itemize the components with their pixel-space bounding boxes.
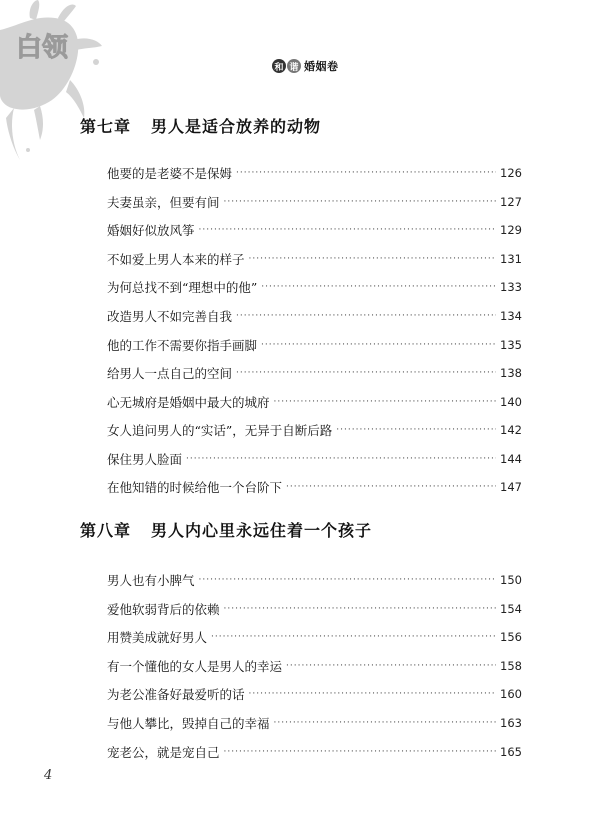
dot-leader [249, 689, 497, 699]
toc-entry[interactable] [107, 444, 522, 473]
entry-page: 165 [500, 744, 522, 759]
dot-leader [224, 197, 497, 207]
toc-entry[interactable] [107, 159, 522, 188]
chapter-label: 第七章 [80, 117, 132, 136]
entry-title: 给男人一点自己的空间 [107, 366, 233, 382]
page-number: 4 [44, 768, 53, 783]
dot-leader [211, 632, 496, 642]
chapter-heading [80, 518, 372, 541]
entry-page: 134 [500, 309, 522, 323]
toc-entry[interactable] [107, 387, 522, 416]
toc-entry[interactable] [107, 245, 522, 274]
toc-entry[interactable] [107, 273, 522, 302]
entry-page: 142 [500, 423, 522, 438]
entry-page: 138 [500, 366, 522, 381]
dot-leader [236, 168, 496, 178]
entry-title: 为老公准备好最爱听的话 [107, 687, 245, 703]
entry-page: 160 [500, 687, 522, 702]
dot-leader [236, 311, 496, 321]
chapter-title: 男人是适合放养的动物 [151, 117, 322, 136]
chapter-title: 男人内心里永远住着一个孩子 [151, 521, 373, 540]
entry-page: 135 [500, 337, 522, 352]
toc-entry[interactable] [107, 359, 522, 388]
dot-leader [261, 340, 496, 350]
dot-leader [286, 661, 496, 671]
entry-page: 133 [500, 280, 522, 295]
toc-entry[interactable] [107, 737, 522, 766]
entry-page: 154 [500, 601, 522, 616]
logo-text: 白领 [15, 33, 69, 63]
entry-page: 158 [500, 658, 522, 673]
entry-title: 婚姻好似放风筝 [107, 223, 195, 239]
toc-entry[interactable] [107, 302, 522, 331]
entry-title: 男人也有小脾气 [107, 573, 195, 589]
entry-title: 改造男人不如完善自我 [107, 309, 233, 324]
entry-page: 129 [500, 223, 522, 238]
entry-title: 夫妻虽亲，但要有间 [107, 194, 220, 210]
toc-entry[interactable] [107, 188, 522, 217]
entry-title: 不如爱上男人本来的样子 [107, 251, 245, 267]
header-title: 婚姻卷 [304, 60, 339, 73]
entry-page: 140 [500, 394, 522, 409]
dot-leader [186, 454, 496, 464]
dot-leader [274, 397, 497, 407]
entry-title: 他的工作不需要你指手画脚 [107, 337, 258, 353]
entry-title: 用赞美成就好男人 [107, 630, 208, 646]
header-badge-right: 谐 [287, 59, 301, 73]
entry-page: 127 [500, 194, 522, 209]
toc-list-chapter-8 [107, 566, 522, 766]
chapter-heading [80, 114, 321, 137]
toc-entry[interactable] [107, 216, 522, 245]
toc-entry[interactable] [107, 416, 522, 445]
dot-leader [236, 368, 496, 378]
entry-title: 他要的是老婆不是保姆 [107, 166, 233, 182]
dot-leader [199, 575, 497, 585]
dot-leader [286, 482, 496, 492]
entry-title: 保住男人脸面 [107, 451, 183, 467]
toc-entry[interactable] [107, 652, 522, 681]
logo [0, 0, 110, 165]
toc-entry[interactable] [107, 709, 522, 738]
dot-leader [199, 225, 497, 235]
entry-title: 与他人攀比，毁掉自己的幸福 [107, 716, 270, 731]
entry-page: 156 [500, 630, 522, 645]
dot-leader [261, 282, 496, 292]
series-header [272, 58, 339, 74]
entry-page: 144 [500, 451, 522, 466]
entry-title: 在他知错的时候给他一个台阶下 [107, 480, 283, 496]
dot-leader [224, 604, 497, 614]
toc-entry[interactable] [107, 595, 522, 624]
dot-leader [224, 747, 497, 757]
toc-entry[interactable] [107, 473, 522, 502]
entry-title: 有一个懂他的女人是男人的幸运 [107, 658, 283, 674]
entry-page: 131 [500, 251, 522, 266]
toc-entry[interactable] [107, 566, 522, 595]
entry-title: 为何总找不到“理想中的他” [107, 280, 258, 296]
entry-page: 126 [500, 166, 522, 181]
entry-page: 150 [500, 573, 522, 588]
dot-leader [336, 425, 496, 435]
entry-title: 女人追问男人的“实话”，无异于自断后路 [107, 423, 333, 439]
entry-title: 宠老公，就是宠自己 [107, 744, 220, 760]
entry-title: 爱他软弱背后的依赖 [107, 601, 220, 617]
dot-leader [274, 718, 497, 728]
ink-splash-icon [0, 0, 110, 165]
entry-title: 心无城府是婚姻中最大的城府 [107, 394, 270, 410]
entry-page: 163 [500, 716, 522, 730]
header-badge-left: 和 [272, 59, 286, 73]
entry-page: 147 [500, 480, 522, 495]
toc-entry[interactable] [107, 623, 522, 652]
toc-list-chapter-7 [107, 159, 522, 502]
dot-leader [249, 254, 497, 264]
toc-entry[interactable] [107, 680, 522, 709]
chapter-label: 第八章 [80, 521, 132, 540]
toc-entry[interactable] [107, 330, 522, 359]
